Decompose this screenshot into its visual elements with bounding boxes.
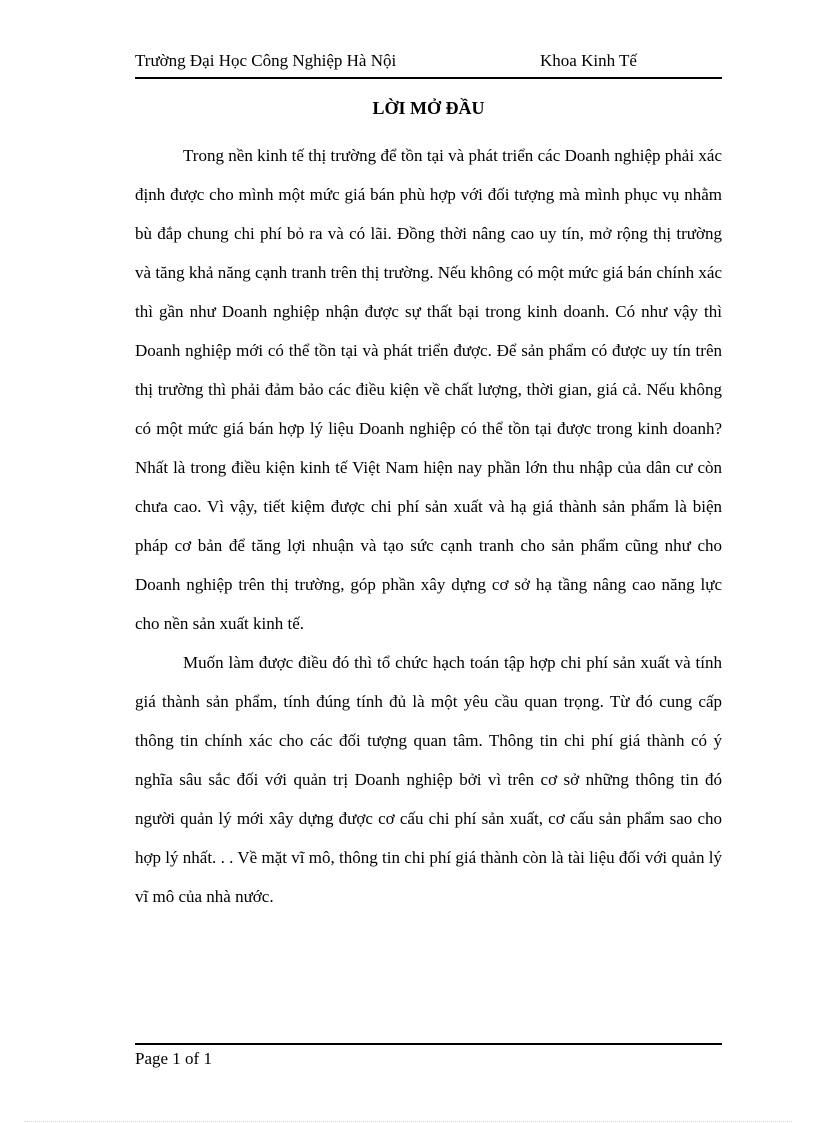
body-paragraph-2: Muốn làm được điều đó thì tổ chức hạch toán tập hợp chi phí sản xuất và tính giá thành sản phẩm, tính đúng tính đủ là một yêu cầu quan trọng. Từ đó cung cấp thông tin chính xác cho các đối tượng quan tâm. Thông tin chi phí giá thành có ý nghĩa sâu sắc đối với quản trị Doanh nghiệp bởi vì trên cơ sở những thông tin đó người quản lý mới xây dựng được cơ cấu chi phí sản xuất, cơ cấu sản phẩm sao cho hợp lý nhất. . . Về mặt vĩ mô, thông tin chi phí giá thành còn là tài liệu đối với quản lý vĩ mô của nhà nước. (135, 653, 722, 906)
page-bottom-edge (24, 1121, 792, 1122)
body-paragraph-1: Trong nền kinh tế thị trường để tồn tại và phát triển các Doanh nghiệp phải xác định được cho mình một mức giá bán phù hợp với đối tượng mà mình phục vụ nhằm bù đắp chung chi phí bỏ ra và có lãi. Đồng thời nâng cao uy tín, mở rộng thị trường và tăng khả năng cạnh tranh trên thị trường. Nếu không có một mức giá bán chính xác thì gần như Doanh nghiệp nhận được sự thất bại trong kinh doanh. Có như vậy thì Doanh nghiệp mới có thể tồn tại và phát triển được. Để sản phẩm có được uy tín trên thị trường thì phải đảm bảo các điều kiện về chất lượng, thời gian, giá cả. Nếu không có một mức giá bán hợp lý liệu Doanh nghiệp có thể tồn tại được trong kinh doanh? Nhất là trong điều kiện kinh tế Việt Nam hiện nay phần lớn thu nhập của dân cư còn chưa cao. Vì vậy, tiết kiệm được chi phí sản xuất và hạ giá thành sản phẩm là biện pháp cơ bản để tăng lợi nhuận và tạo sức cạnh tranh cho sản phẩm cũng như cho Doanh nghiệp trên thị trường, góp phần xây dựng cơ sở hạ tầng nâng cao năng lực cho nền sản xuất kinh tế. (135, 146, 722, 633)
document-body (135, 136, 722, 916)
footer-divider (135, 1043, 722, 1045)
header-divider (135, 77, 722, 79)
page-header (135, 50, 721, 72)
page-number: Page 1 of 1 (135, 1049, 212, 1068)
header-faculty-name: Khoa Kinh Tế (540, 51, 637, 70)
header-school-name: Trường Đại Học Công Nghiệp Hà Nội (135, 51, 397, 70)
document-title: LỜI MỞ ĐẦU (372, 98, 485, 118)
